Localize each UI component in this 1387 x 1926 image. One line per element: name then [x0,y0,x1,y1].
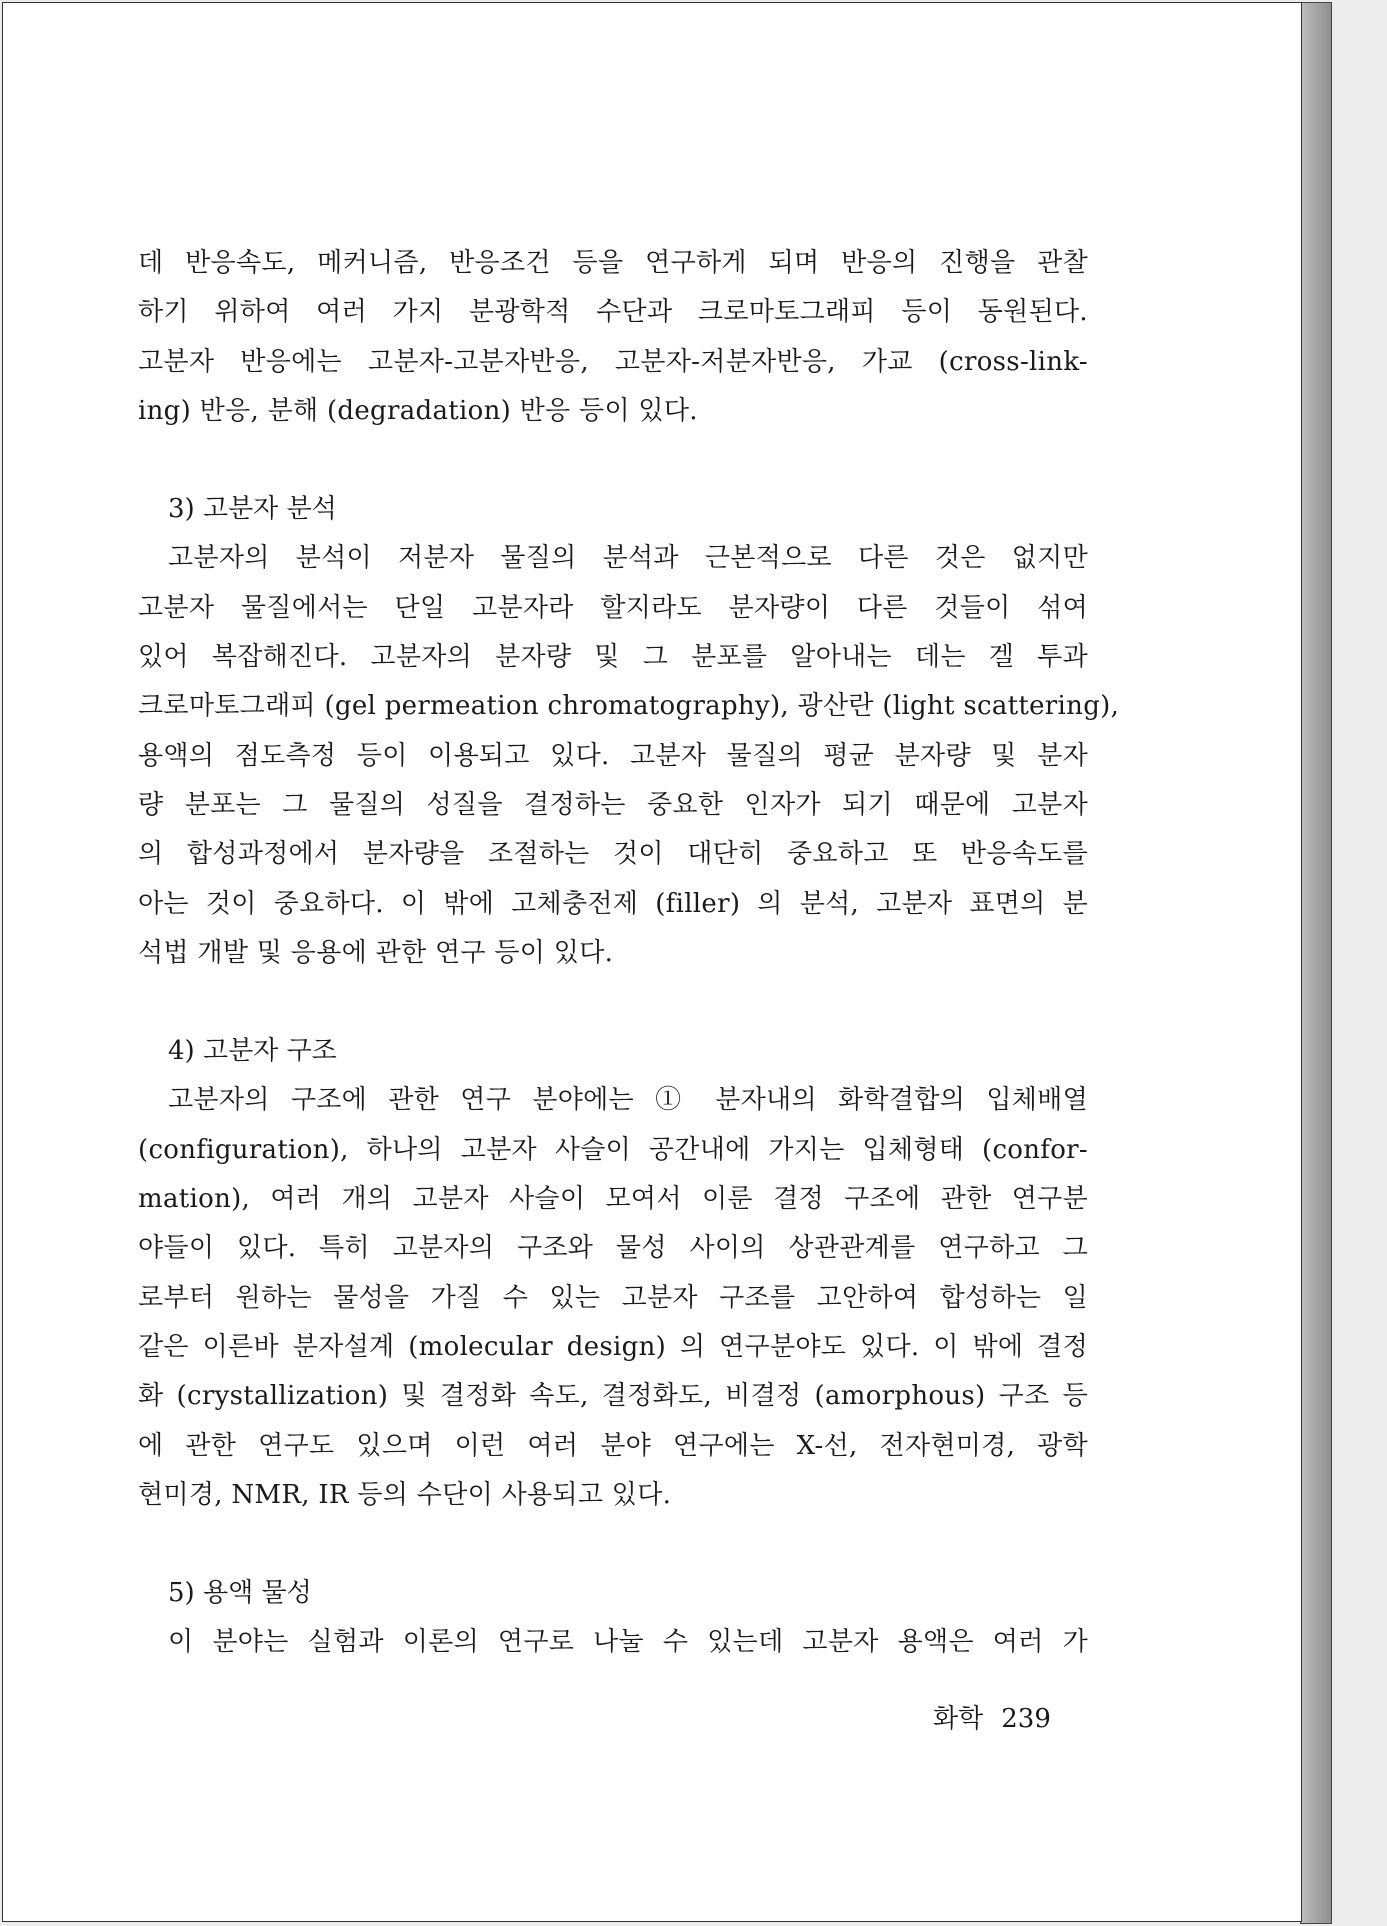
text-line: 로부터 원하는 물성을 가질 수 있는 고분자 구조를 고안하여 합성하는 일 [138,1282,1088,1313]
text-line: ing) 반응, 분해 (degradation) 반응 등이 있다. [138,395,698,426]
text-line: 데 반응속도, 메커니즘, 반응조건 등을 연구하게 되며 반응의 진행을 관찰 [138,248,1088,278]
text-line: 량 분포는 그 물질의 성질을 결정하는 중요한 인자가 되기 때문에 고분자 [138,789,1088,820]
text-line: 석법 개발 및 응용에 관한 연구 등이 있다. [138,937,614,968]
text-line: (configuration), 하나의 고분자 사슬이 공간내에 가지는 입체형태 (confor- [138,1134,1088,1165]
text-line: 용액의 점도측정 등이 이용되고 있다. 고분자 물질의 평균 분자량 및 분자 [138,740,1088,771]
text-line: 크로마토그래피 (gel permeation chromatography), 광산란 (light scattering), [138,691,1120,722]
text-line: 화 (crystallization) 및 결정화 속도, 결정화도, 비결정 (amorphous) 구조 등 [138,1381,1088,1412]
text-line: 고분자 반응에는 고분자-고분자반응, 고분자-저분자반응, 가교 (cross-link- [138,346,1088,377]
section-heading-polymer-analysis: 3) 고분자 분석 [168,494,337,525]
text-line: 같은 이른바 분자설계 (molecular design) 의 연구분야도 있다. 이 밖에 결정 [138,1331,1088,1362]
book-page [2,2,1302,1922]
page-edge-shadow [1300,2,1332,1924]
text-line: 하기 위하여 여러 가지 분광학적 수단과 크로마토그래피 등이 동원된다. [138,297,1088,328]
text-line: 있어 복잡해진다. 고분자의 분자량 및 그 분포를 알아내는 데는 겔 투과 [138,642,1088,673]
text-line: 고분자 물질에서는 단일 고분자라 할지라도 분자량이 다른 것들이 섞여 [138,592,1088,623]
polymer-structure-paragraph [138,1076,1088,1520]
text-line: 에 관한 연구도 있으며 이런 여러 분야 연구에는 X-선, 전자현미경, 광학 [138,1430,1088,1461]
running-footer-section: 화학 [933,1704,984,1734]
text-line: 고분자의 분석이 저분자 물질의 분석과 근본적으로 다른 것은 없지만 [168,543,1088,574]
solution-properties-paragraph [138,1618,1088,1667]
text-line: 아는 것이 중요하다. 이 밖에 고체충전제 (filler) 의 분석, 고분자 표면의 분 [138,888,1088,919]
page-number: 239 [1001,1704,1051,1734]
text-line: 고분자의 구조에 관한 연구 분야에는 ① 분자내의 화학결합의 입체배열 [168,1085,1088,1116]
section-heading-polymer-structure: 4) 고분자 구조 [168,1036,337,1067]
page-footer [933,1698,1069,1735]
text-line: 이 분야는 실험과 이론의 연구로 나눌 수 있는데 고분자 용액은 여러 가 [168,1627,1088,1658]
text-line: 야들이 있다. 특히 고분자의 구조와 물성 사이의 상관관계를 연구하고 그 [138,1233,1088,1264]
text-line: 현미경, NMR, IR 등의 수단이 사용되고 있다. [138,1479,672,1510]
text-line: 의 합성과정에서 분자량을 조절하는 것이 대단히 중요하고 또 반응속도를 [138,839,1088,870]
page-body [138,239,1120,1668]
polymer-analysis-paragraph [138,534,1120,978]
text-line: mation), 여러 개의 고분자 사슬이 모여서 이룬 결정 구조에 관한 연구분 [138,1184,1088,1215]
intro-paragraph [138,239,1088,436]
section-heading-solution-properties: 5) 용액 물성 [168,1578,312,1609]
